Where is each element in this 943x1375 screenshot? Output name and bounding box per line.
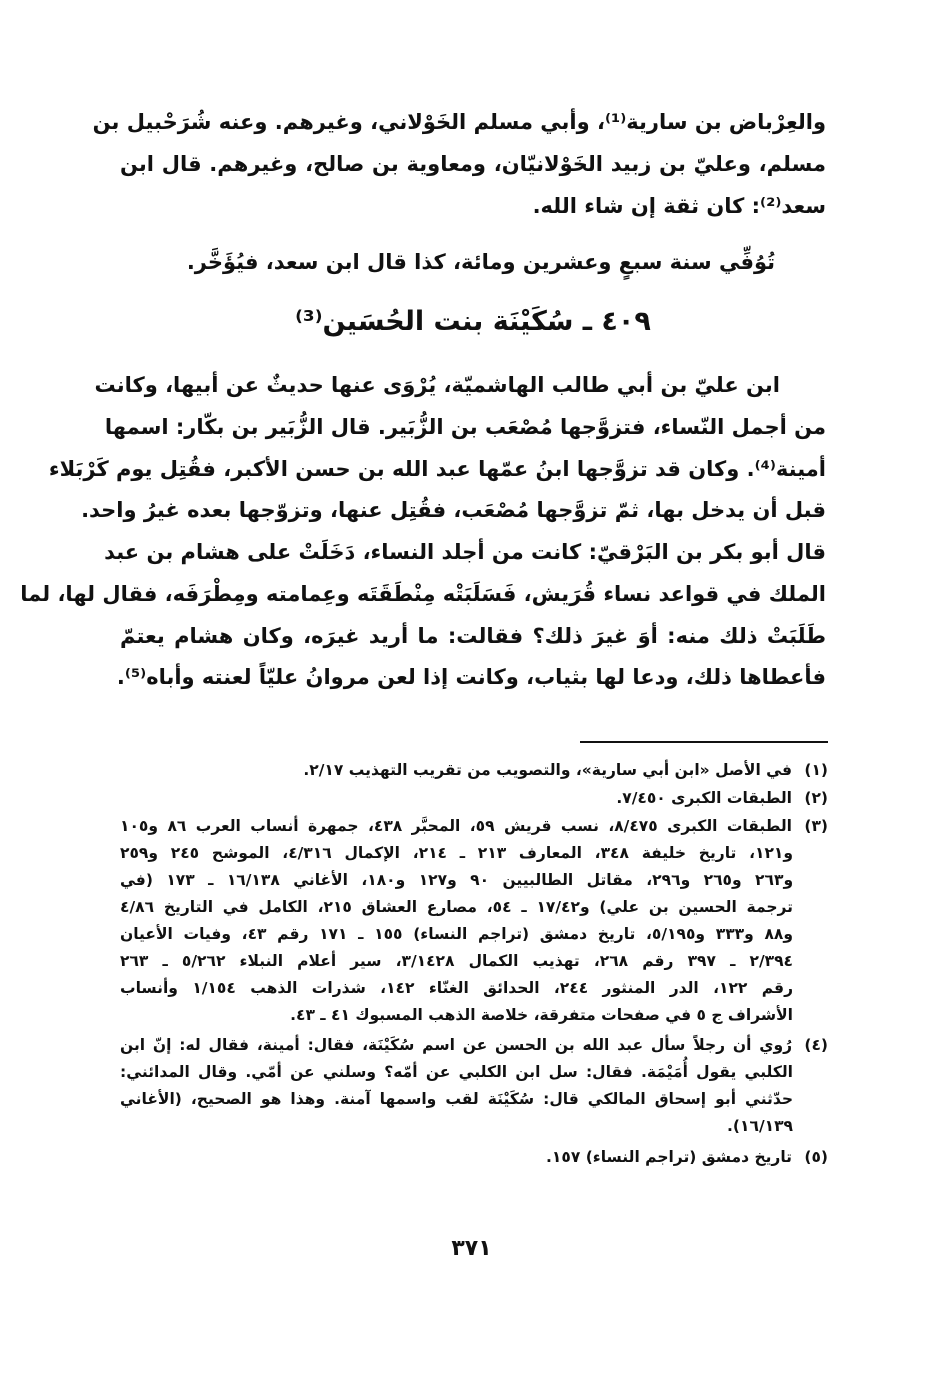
footnote-number: (٤) — [804, 1036, 828, 1054]
footnote-number: (٢) — [804, 789, 828, 807]
footnote-line: و٨٨ و٣٣٣ و٥/١٩٥، تاريخ دمشق (تراجم النساء) ١٥٥ ـ ١٧١ رقم ٤٣، وفيات الأعيان — [120, 925, 793, 943]
footnote-line: حدّثني أبو إسحاق المالكي قال: سُكَيْنَة لقب واسمها آمنة. وهذا هو الصحيح، (الأغاني — [120, 1090, 793, 1108]
footnote-text: الطبقات الكبرى ٧/٤٥٠. — [616, 789, 792, 807]
footnote-line: الأشراف ج ٥ في صفحات متفرقة، خلاصة الذهب المسبوك ٤١ ـ ٤٣. — [290, 1006, 793, 1024]
text-line: قال أبو بكر بن البَرْقيّ: كانت من أجلد النساء، دَخَلَتْ على هشام بن عبد — [104, 540, 826, 564]
text-line: طَلَبَتْ ذلك منه: أوَ غيرَ ذلك؟ فقالت: ما أريد غيرَه، وكان هشام يعتمّ — [120, 624, 826, 648]
footnote-number: (٣) — [804, 817, 828, 835]
text-line: الملك في قواعد نساء قُرَيش، فَسَلَبَتْه مِنْطَقَتَه وعِمامته ومِطْرَفَه، فقال لها، لما — [20, 582, 826, 606]
text-line: أمينة⁽⁴⁾. وكان قد تزوَّجها ابنُ عمّها عبد الله بن حسن الأكبر، فقُتِل يوم كَرْبَلاء — [48, 457, 826, 481]
entry-heading: ٤٠٩ ـ سُكَيْنَة بنت الحُسَين⁽³⁾ — [295, 306, 651, 337]
footnote-text: الطبقات الكبرى ٨/٤٧٥، نسب قريش ٥٩، المحبَّر ٤٣٨، جمهرة أنساب العرب ٨٦ و١٠٥ — [120, 817, 792, 835]
text-line: فأعطاها ذلك، ودعا لها بثياب، وكانت إذا لعن مروانُ عليّاً لعنته وأباه⁽⁵⁾. — [116, 665, 826, 689]
footnote-2 — [120, 785, 828, 811]
footnote-line: رقم ١٢٢، الدر المنثور ٢٤٤، الحدائق الغنّاء ١٤٢، شذرات الذهب ١/١٥٤ وأنساب — [120, 979, 793, 997]
death-line: تُوُفِّي سنة سبعٍ وعشرين ومائة، كذا قال ابن سعد، فيُؤَخَّر. — [186, 250, 775, 274]
text-line: من أجمل النّساء، فتزوَّجها مُصْعَب بن الزُّبَير. قال الزُّبَير بن بكّار: اسمها — [104, 415, 826, 439]
text-line: مسلم، وعليّ بن زبيد الخَوْلانيّان، ومعاوية بن صالح، وغيرهم. قال ابن — [120, 152, 826, 176]
footnote-4 — [120, 1032, 828, 1058]
footnote-text: رُوي أن رجلاً سأل عبد الله بن الحسن عن اسم سُكَيْنَة، فقال: أمينة، فقال له: إنّ ابن — [120, 1036, 792, 1054]
text-line: والعِرْباض بن سارية⁽¹⁾، وأبي مسلم الخَوْلاني، وغيرهم. وعنه شُرَحْبيل بن — [92, 110, 826, 134]
footnote-1 — [120, 757, 828, 783]
footnote-number: (٥) — [804, 1148, 828, 1166]
footnote-line: و١٢١، تاريخ خليفة ٣٤٨، المعارف ٢١٣ ـ ٢١٤، الإكمال ٤/٣١٦، الموشح ٢٤٥ و٢٥٩ — [120, 844, 794, 862]
footnote-line: ١٦/١٣٩). — [727, 1117, 793, 1135]
footnote-3 — [120, 813, 828, 839]
footnote-text: تاريخ دمشق (تراجم النساء) ١٥٧. — [546, 1148, 792, 1166]
footnote-line: الكلبي يقول أُمَيْمَة. فقال: سل ابن الكلبي عن أمّه؟ وسلني عن أمّي. وقال المدائني: — [120, 1063, 793, 1081]
text-line: قبل أن يدخل بها، ثمّ تزوَّجها مُصْعَب، فقُتِل عنها، وتزوّجها بعده غيرُ واحد. — [81, 498, 826, 522]
footnote-number: (١) — [804, 761, 828, 779]
footnote-divider — [580, 741, 828, 743]
page-number: ٣٧١ — [451, 1236, 492, 1261]
footnote-5 — [120, 1144, 828, 1170]
footnote-line: ترجمة الحسين بن علي) و١٧/٤٢ ـ ٥٤، مصارع العشاق ٢١٥، الكامل في التاريخ ٤/٨٦ — [120, 898, 793, 916]
footnote-text: في الأصل «ابن أبي سارية»، والتصويب من تقريب التهذيب ٢/١٧. — [303, 761, 792, 779]
text-line: سعد⁽²⁾: كان ثقة إن شاء الله. — [532, 194, 826, 218]
footnote-line: ٢/٣٩٤ ـ ٣٩٧ رقم ٢٦٨، تهذيب الكمال ٣/١٤٢٨، سير أعلام النبلاء ٥/٢٦٢ ـ ٢٦٣ — [120, 952, 794, 970]
footnote-line: و٢٦٣ و٢٦٥ و٢٩٦، مقاتل الطالبيين ٩٠ و١٢٧ و١٨٠، الأغاني ١٦/١٣٨ ـ ١٧٣ (في — [120, 871, 794, 889]
text-line: ابن عليّ بن أبي طالب الهاشميّة، يُرْوَى عنها حديثٌ عن أبيها، وكانت — [94, 373, 780, 397]
